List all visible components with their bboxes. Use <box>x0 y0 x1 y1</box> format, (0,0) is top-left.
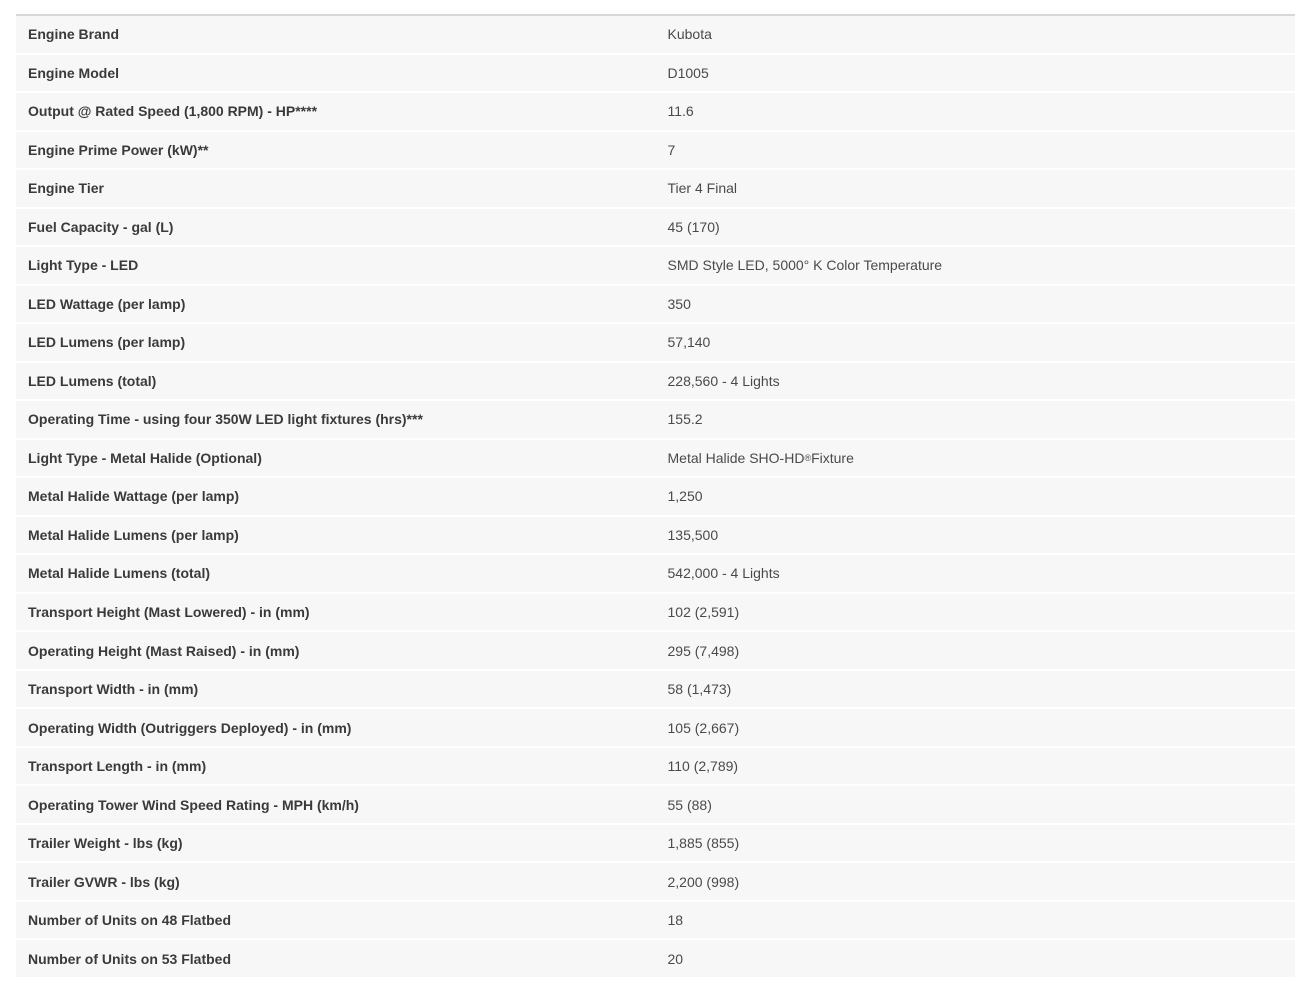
spec-value: D1005 <box>667 64 709 81</box>
spec-label: Metal Halide Wattage (per lamp) <box>28 488 240 505</box>
spec-value: Kubota <box>667 26 712 43</box>
spec-value: 58 (1,473) <box>667 681 732 698</box>
spec-label: Operating Time - using four 350W LED light fixtures (hrs)*** <box>28 411 423 428</box>
spec-row <box>16 517 1295 556</box>
spec-row <box>16 709 1295 748</box>
spec-row <box>16 286 1295 325</box>
spec-value: 45 (170) <box>667 218 720 235</box>
spec-value: 295 (7,498) <box>667 642 740 659</box>
spec-row <box>16 825 1295 864</box>
spec-label: Transport Width - in (mm) <box>28 681 199 698</box>
spec-row <box>16 786 1295 825</box>
spec-row <box>16 440 1295 479</box>
spec-label: Operating Height (Mast Raised) - in (mm) <box>28 642 300 659</box>
spec-value: 1,885 (855) <box>667 835 740 852</box>
spec-table <box>16 14 1295 979</box>
spec-label: Metal Halide Lumens (per lamp) <box>28 526 239 543</box>
spec-value: 110 (2,789) <box>667 758 739 775</box>
spec-label: LED Lumens (per lamp) <box>28 334 186 351</box>
spec-value: 18 <box>667 912 684 929</box>
spec-row <box>16 555 1295 594</box>
spec-value: 542,000 - 4 Lights <box>667 565 780 582</box>
spec-value: 20 <box>667 950 684 967</box>
spec-value: 105 (2,667) <box>667 719 740 736</box>
spec-row <box>16 401 1295 440</box>
spec-label: Operating Width (Outriggers Deployed) - in (mm) <box>28 719 352 736</box>
spec-value: 102 (2,591) <box>667 603 740 620</box>
spec-row <box>16 170 1295 209</box>
spec-value: 155.2 <box>667 411 703 428</box>
spec-row <box>16 863 1295 902</box>
spec-label: Engine Prime Power (kW)** <box>28 141 209 158</box>
spec-label: Light Type - Metal Halide (Optional) <box>28 449 262 466</box>
spec-label: LED Lumens (total) <box>28 372 157 389</box>
spec-row <box>16 902 1295 941</box>
spec-row <box>16 324 1295 363</box>
spec-label: Light Type - LED <box>28 257 139 274</box>
spec-row <box>16 209 1295 248</box>
spec-label: Transport Length - in (mm) <box>28 758 207 775</box>
spec-value: 1,250 <box>667 488 703 505</box>
spec-row <box>16 478 1295 517</box>
spec-row <box>16 940 1295 979</box>
spec-value: 55 (88) <box>667 796 712 813</box>
spec-label: Engine Tier <box>28 180 104 197</box>
spec-row <box>16 247 1295 286</box>
spec-value: Metal Halide SHO-HD ® Fixture <box>667 449 854 466</box>
spec-row <box>16 632 1295 671</box>
spec-row <box>16 55 1295 94</box>
spec-value: SMD Style LED, 5000° K Color Temperature <box>667 257 943 274</box>
spec-row <box>16 93 1295 132</box>
spec-value: 57,140 <box>667 334 711 351</box>
spec-label: Metal Halide Lumens (total) <box>28 565 211 582</box>
spec-value: 11.6 <box>667 103 694 120</box>
spec-value: 350 <box>667 295 691 312</box>
spec-label: LED Wattage (per lamp) <box>28 295 186 312</box>
spec-label: Trailer Weight - lbs (kg) <box>28 835 183 852</box>
spec-row <box>16 671 1295 710</box>
spec-label: Output @ Rated Speed (1,800 RPM) - HP**** <box>28 103 318 120</box>
spec-row <box>16 363 1295 402</box>
spec-label: Trailer GVWR - lbs (kg) <box>28 873 180 890</box>
spec-value: 2,200 (998) <box>667 873 740 890</box>
spec-row <box>16 748 1295 787</box>
spec-value: 7 <box>667 141 676 158</box>
spec-row <box>16 16 1295 55</box>
spec-row <box>16 132 1295 171</box>
spec-label: Fuel Capacity - gal (L) <box>28 218 174 235</box>
spec-label: Operating Tower Wind Speed Rating - MPH (km/h) <box>28 796 359 813</box>
spec-label: Number of Units on 53 Flatbed <box>28 950 232 967</box>
spec-label: Engine Model <box>28 64 119 81</box>
spec-label: Engine Brand <box>28 26 120 43</box>
spec-value: 135,500 <box>667 526 719 543</box>
spec-row <box>16 594 1295 633</box>
spec-value: 228,560 - 4 Lights <box>667 372 780 389</box>
spec-label: Transport Height (Mast Lowered) - in (mm) <box>28 603 310 620</box>
spec-label: Number of Units on 48 Flatbed <box>28 912 232 929</box>
spec-value: Tier 4 Final <box>667 180 738 197</box>
